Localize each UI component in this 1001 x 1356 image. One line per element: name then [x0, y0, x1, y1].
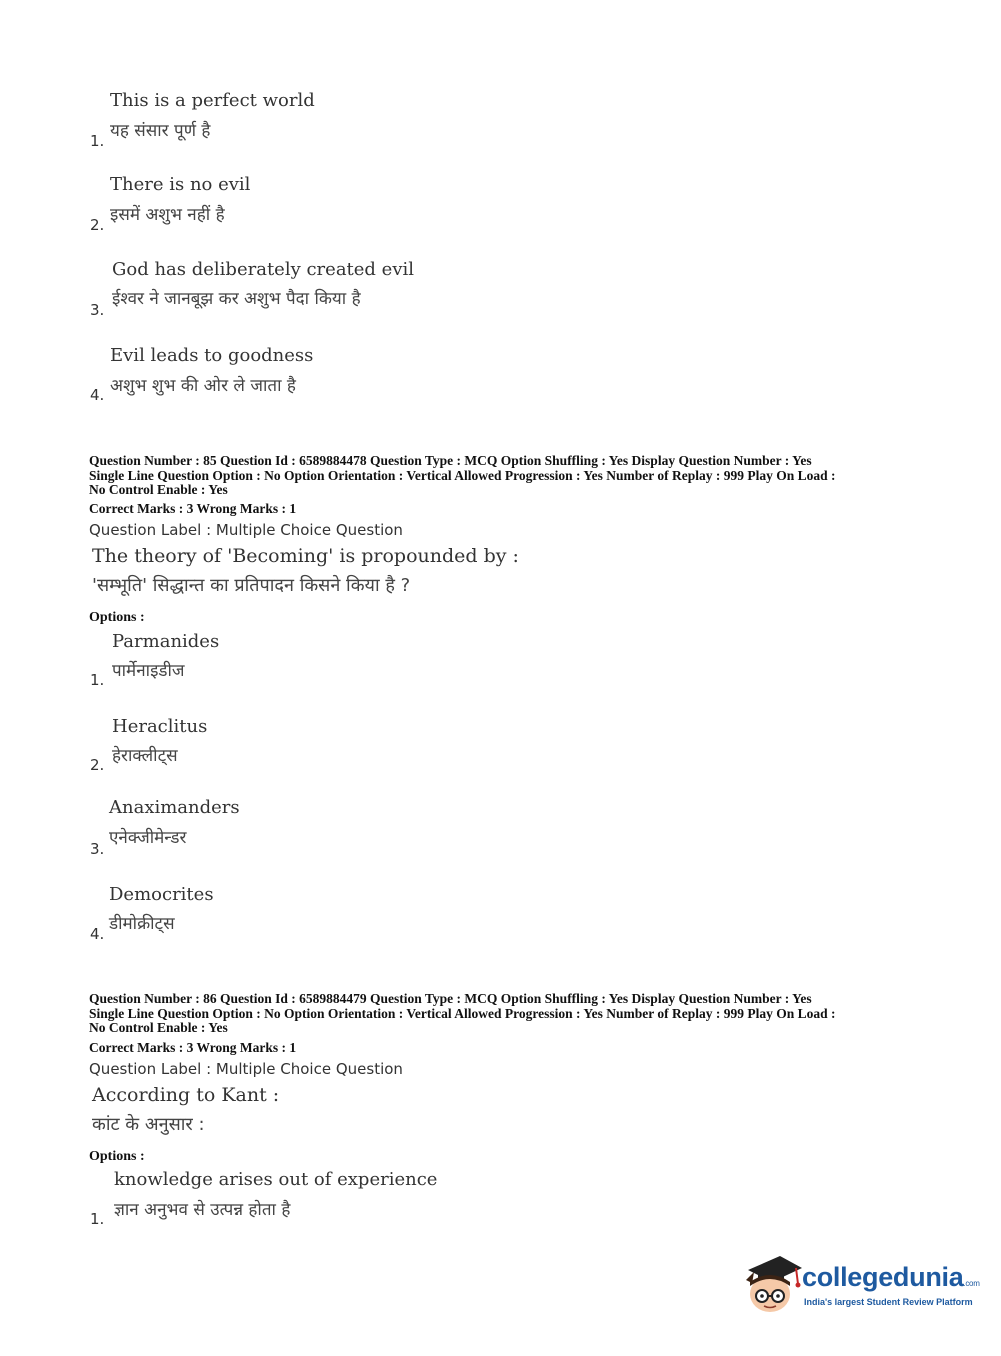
option-3-hindi: ईश्वर ने जानबूझ कर अशुभ पैदा किया है: [112, 289, 361, 309]
option-1-number: 1.: [90, 132, 105, 150]
logo-tagline: India's largest Student Review Platform: [804, 1297, 973, 1307]
collegedunia-logo[interactable]: [740, 1250, 980, 1320]
option-4-english: Evil leads to goodness: [110, 345, 314, 366]
q86-option-1-english: knowledge arises out of experience: [114, 1169, 438, 1190]
option-1-hindi: यह संसार पूर्ण है: [110, 121, 211, 141]
q86-label: Question Label : Multiple Choice Question: [89, 1060, 403, 1078]
q85-option-4-english: Democrites: [109, 884, 214, 905]
option-1-english: This is a perfect world: [110, 90, 315, 111]
q86-question-hindi: कांट के अनुसार :: [92, 1114, 205, 1135]
q85-option-2-english: Heraclitus: [112, 716, 208, 737]
q86-marks: Correct Marks : 3 Wrong Marks : 1: [89, 1040, 297, 1055]
q85-options-label: Options :: [89, 610, 145, 625]
q86-question-english: According to Kant :: [92, 1084, 280, 1106]
q85-marks: Correct Marks : 3 Wrong Marks : 1: [89, 501, 297, 516]
q85-option-2-number: 2.: [90, 756, 105, 774]
q86-option-1-hindi: ज्ञान अनुभव से उत्पन्न होता है: [114, 1200, 291, 1220]
q85-option-2-hindi: हेराक्लीट्स: [112, 746, 178, 766]
option-4-hindi: अशुभ शुभ की ओर ले जाता है: [110, 376, 296, 396]
q85-option-1-number: 1.: [90, 671, 105, 689]
option-2-hindi: इसमें अशुभ नहीं है: [110, 205, 225, 225]
q85-option-3-hindi: एनेक्जीमेन्डर: [109, 828, 187, 848]
q85-option-3-english: Anaximanders: [109, 797, 240, 818]
q85-option-4-number: 4.: [90, 925, 105, 943]
option-3-english: God has deliberately created evil: [112, 259, 415, 280]
option-4-number: 4.: [90, 386, 105, 404]
q85-option-3-number: 3.: [90, 840, 105, 858]
mascot-icon: [740, 1250, 802, 1316]
q85-option-1-hindi: पार्मेनाइडीज: [112, 661, 185, 681]
option-2-number: 2.: [90, 216, 105, 234]
q85-label: Question Label : Multiple Choice Question: [89, 521, 403, 539]
q86-meta: Question Number : 86 Question Id : 6589884479 Question Type : MCQ Option Shuffling : Yes Display Question Number : Yes Single Line Question Option : No Option Orientation : Vertical Allowed Progression : Yes Number of Replay : 999 Play On Load : No Control Enable : Yes: [89, 991, 836, 1035]
q86-options-label: Options :: [89, 1149, 145, 1164]
q85-option-1-english: Parmanides: [112, 631, 220, 652]
q85-question-hindi: 'सम्भूति' सिद्धान्त का प्रतिपादन किसने किया है ?: [92, 575, 411, 596]
q86-option-1-number: 1.: [90, 1210, 105, 1228]
logo-wordmark: collegedunia.com: [802, 1262, 980, 1292]
q85-option-4-hindi: डीमोक्रीट्स: [109, 914, 175, 934]
option-2-english: There is no evil: [110, 174, 251, 195]
option-3-number: 3.: [90, 301, 105, 319]
q85-meta: Question Number : 85 Question Id : 6589884478 Question Type : MCQ Option Shuffling : Yes Display Question Number : Yes Single Line Question Option : No Option Orientation : Vertical Allowed Progression : Yes Number of Replay : 999 Play On Load : No Control Enable : Yes: [89, 453, 836, 497]
q85-question-english: The theory of 'Becoming' is propounded by :: [92, 545, 519, 567]
